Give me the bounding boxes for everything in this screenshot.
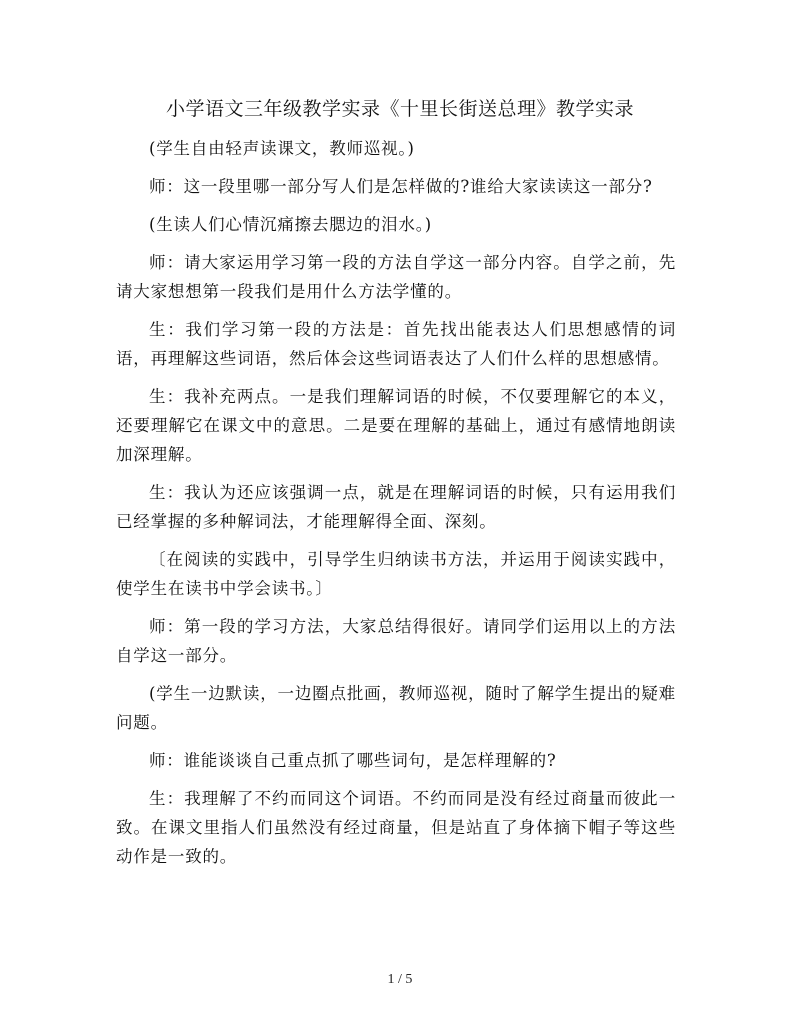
page-number: 1 / 5 [387,972,413,987]
paragraph: 生：我认为还应该强调一点，就是在理解词语的时候，只有运用我们已经掌握的多种解词法，才能理解得全面、深刻。 [116,483,676,531]
paragraph: (学生一边默读，一边圈点批画，教师巡视，随时了解学生提出的疑难问题。 [116,684,676,732]
paragraph: 师：谁能谈谈自己重点抓了哪些词句，是怎样理解的? [149,751,557,770]
paragraph: 生：我补充两点。一是我们理解词语的时候，不仅要理解它的本义，还要理解它在课文中的意思。二是要在理解的基础上，通过有感情地朗读加深理解。 [116,387,676,464]
paragraph: 师：第一段的学习方法，大家总结得很好。请同学们运用以上的方法自学这一部分。 [116,617,676,665]
paragraph: 师：这一段里哪一部分写人们是怎样做的?谁给大家读读这一部分? [149,177,653,196]
document-body [116,134,676,880]
paragraph: (生读人们心情沉痛擦去腮边的泪水。) [149,215,433,234]
paragraph: 生：我们学习第一段的方法是：首先找出能表达人们思想感情的词语，再理解这些词语，然后体会这些词语表达了人们什么样的思想感情。 [116,320,676,368]
paragraph: 师：请大家运用学习第一段的方法自学这一部分内容。自学之前，先请大家想想第一段我们是用什么方法学懂的。 [116,253,676,301]
paragraph: 生：我理解了不约而同这个词语。不约而同是没有经过商量而彼此一致。在课文里指人们虽然没有经过商量，但是站直了身体摘下帽子等这些动作是一致的。 [116,789,676,866]
paragraph: (学生自由轻声读课文，教师巡视。) [149,139,415,158]
paragraph: 〔在阅读的实践中，引导学生归纳读书方法，并运用于阅读实践中，使学生在读书中学会读书。〕 [116,550,676,598]
document-title: 小学语文三年级教学实录《十里长街送总理》教学实录 [165,98,634,120]
